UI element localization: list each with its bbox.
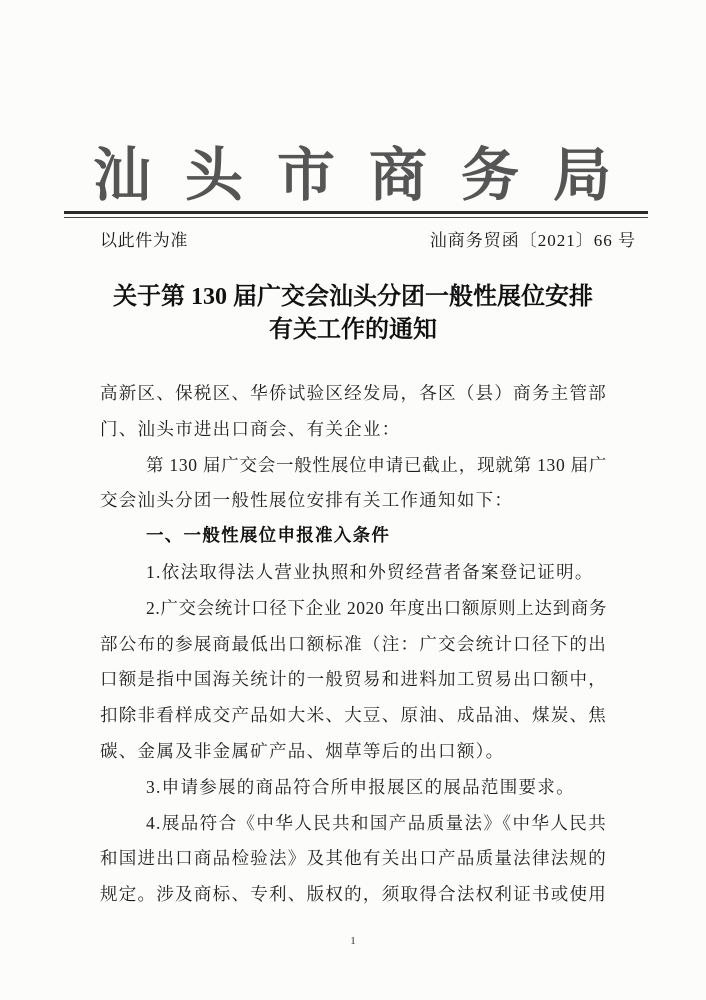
section-heading: 一、一般性展位申报准入条件 bbox=[146, 526, 391, 547]
list-item bbox=[100, 806, 607, 913]
text-line: 门、汕头市进出口商会、有关企业： bbox=[100, 418, 401, 439]
document-body bbox=[100, 376, 607, 913]
intro-paragraph bbox=[100, 448, 607, 520]
letterhead-rule-thick bbox=[64, 211, 648, 214]
list-item bbox=[100, 555, 607, 591]
document-number: 汕商务贸函〔2021〕66 号 bbox=[429, 231, 636, 250]
title-line: 有关工作的通知 bbox=[269, 317, 437, 343]
page-number: 1 bbox=[350, 935, 356, 947]
text-line: 3.申请参展的商品符合所申报展区的展品范围要求。 bbox=[146, 776, 575, 797]
list-item bbox=[100, 591, 607, 770]
text-line: 1.依法取得法人营业执照和外贸经营者备案登记证明。 bbox=[146, 561, 594, 582]
text-line: 规定。涉及商标、专利、版权的，须取得合法权利证书或使用 bbox=[100, 884, 608, 905]
text-line: 碳、金属及非金属矿产品、烟草等后的出口额）。 bbox=[100, 740, 505, 761]
text-line: 高新区、保税区、华侨试验区经发局，各区（县）商务主管部 bbox=[100, 383, 608, 403]
list-item bbox=[100, 770, 607, 806]
document-title bbox=[60, 281, 646, 347]
title-line: 关于第 130 届广交会汕头分团一般性展位安排 bbox=[113, 284, 593, 310]
text-line: 和国进出口商品检验法》及其他有关出口产品质量法律法规的 bbox=[100, 848, 608, 869]
addressee bbox=[100, 376, 607, 448]
text-line: 4.展品符合《中华人民共和国产品质量法》《中华人民共 bbox=[146, 812, 607, 833]
reference-note: 以此件为准 bbox=[100, 231, 188, 250]
text-line: 2.广交会统计口径下企业 2020 年度出口额原则上达到商务 bbox=[146, 597, 607, 618]
text-line: 口额是指中国海关统计的一般贸易和进料加工贸易出口额中， bbox=[100, 669, 608, 690]
text-line: 交会汕头分团一般性展位安排有关工作通知如下： bbox=[100, 490, 514, 511]
text-line: 部公布的参展商最低出口额标准（注：广交会统计口径下的出 bbox=[100, 633, 608, 654]
text-line: 第 130 届广交会一般性展位申请已截止，现就第 130 届广 bbox=[146, 454, 607, 475]
letterhead-org-name: 汕头市商务局 bbox=[93, 143, 646, 208]
text-line: 扣除非看样成交产品如大米、大豆、原油、成品油、煤炭、焦 bbox=[100, 705, 608, 726]
letterhead-rule-thin bbox=[64, 217, 648, 218]
